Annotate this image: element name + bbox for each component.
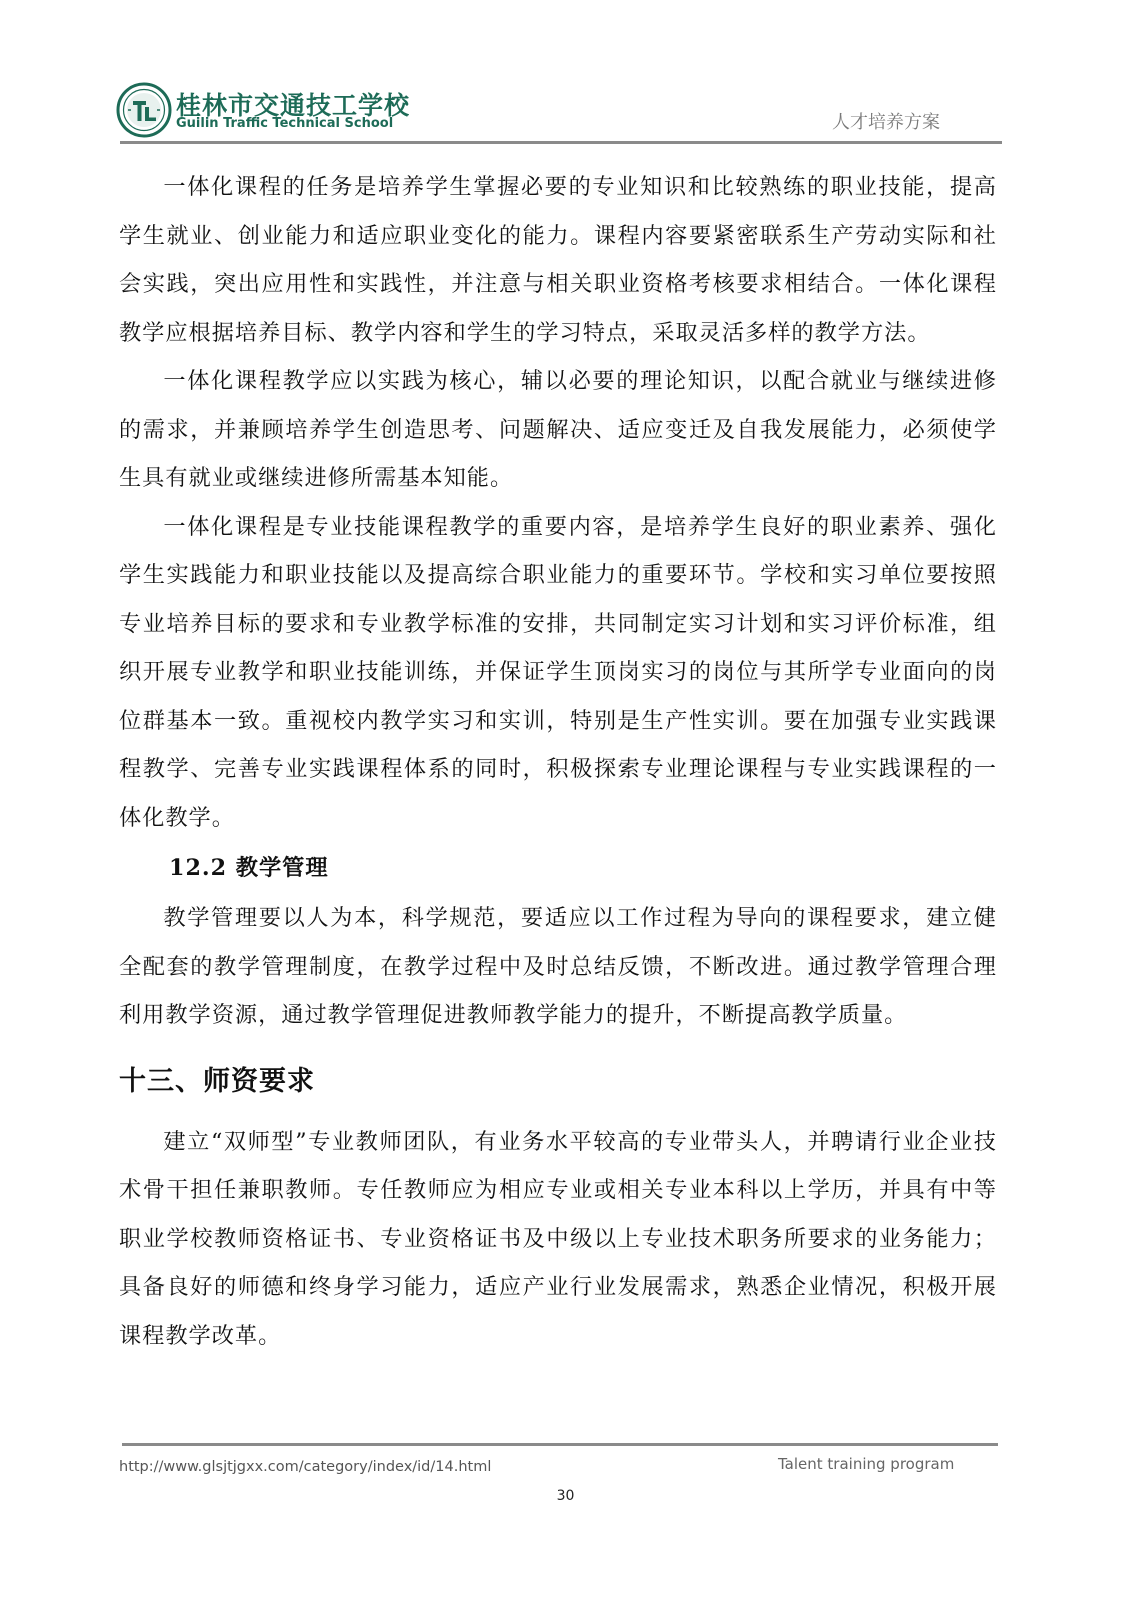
footer-label: Talent training program: [778, 1455, 955, 1473]
paragraph: 教学管理要以人为本，科学规范，要适应以工作过程为导向的课程要求，建立健全配套的教学管理制度，在教学过程中及时总结反馈，不断改进。通过教学管理合理利用教学资源，通过教学管理促进教师教学能力的提升，不断提高教学质量。: [119, 905, 997, 1028]
school-name-cn: 桂林市交通技工学校: [176, 91, 411, 120]
paragraph: 一体化课程的任务是培养学生掌握必要的专业知识和比较熟练的职业技能，提高学生就业、创业能力和适应职业变化的能力。课程内容要紧密联系生产劳动实际和社会实践，突出应用性和实践性，并注意与相关职业资格考核要求相结合。一体化课程教学应根据培养目标、教学内容和学生的学习特点，采取灵活多样的教学方法。: [119, 174, 997, 346]
paragraph: 一体化课程是专业技能课程教学的重要内容，是培养学生良好的职业素养、强化学生实践能力和职业技能以及提高综合职业能力的重要环节。学校和实习单位要按照专业培养目标的要求和专业教学标准的安排，共同制定实习计划和实习评价标准，组织开展专业教学和职业技能训练，并保证学生顶岗实习的岗位与其所学专业面向的岗位群基本一致。重视校内教学实习和实训，特别是生产性实训。要在加强专业实践课程教学、完善专业实践课程体系的同时，积极探索专业理论课程与专业实践课程的一体化教学。: [119, 513, 997, 831]
footer-divider: [122, 1443, 998, 1446]
document-label: 人才培养方案: [832, 112, 940, 133]
section-subheading: 12.2 教学管理: [169, 855, 329, 881]
section-heading: 十三、师资要求: [119, 1065, 315, 1097]
school-name-en: Guilin Traffic Technical School: [176, 116, 394, 131]
school-emblem-icon: [116, 82, 172, 138]
paragraph: 建立“双师型”专业教师团队，有业务水平较高的专业带头人，并聘请行业企业技术骨干担任兼职教师。专任教师应为相应专业或相关专业本科以上学历，并具有中等职业学校教师资格证书、专业资格证书及中级以上专业技术职务所要求的业务能力；具备良好的师德和终身学习能力，适应产业行业发展需求，熟悉企业情况，积极开展课程教学改革。: [119, 1128, 997, 1349]
page-number: 30: [556, 1488, 575, 1504]
paragraph: 一体化课程教学应以实践为核心，辅以必要的理论知识，以配合就业与继续进修的需求，并兼顾培养学生创造思考、问题解决、适应变迁及自我发展能力，必须使学生具有就业或继续进修所需基本知能。: [119, 368, 997, 491]
footer-url: http://www.glsjtjgxx.com/category/index/id/14.html: [119, 1459, 492, 1475]
page-content: [119, 163, 997, 1360]
header-divider: [120, 141, 1002, 144]
page-header: [116, 80, 1002, 146]
